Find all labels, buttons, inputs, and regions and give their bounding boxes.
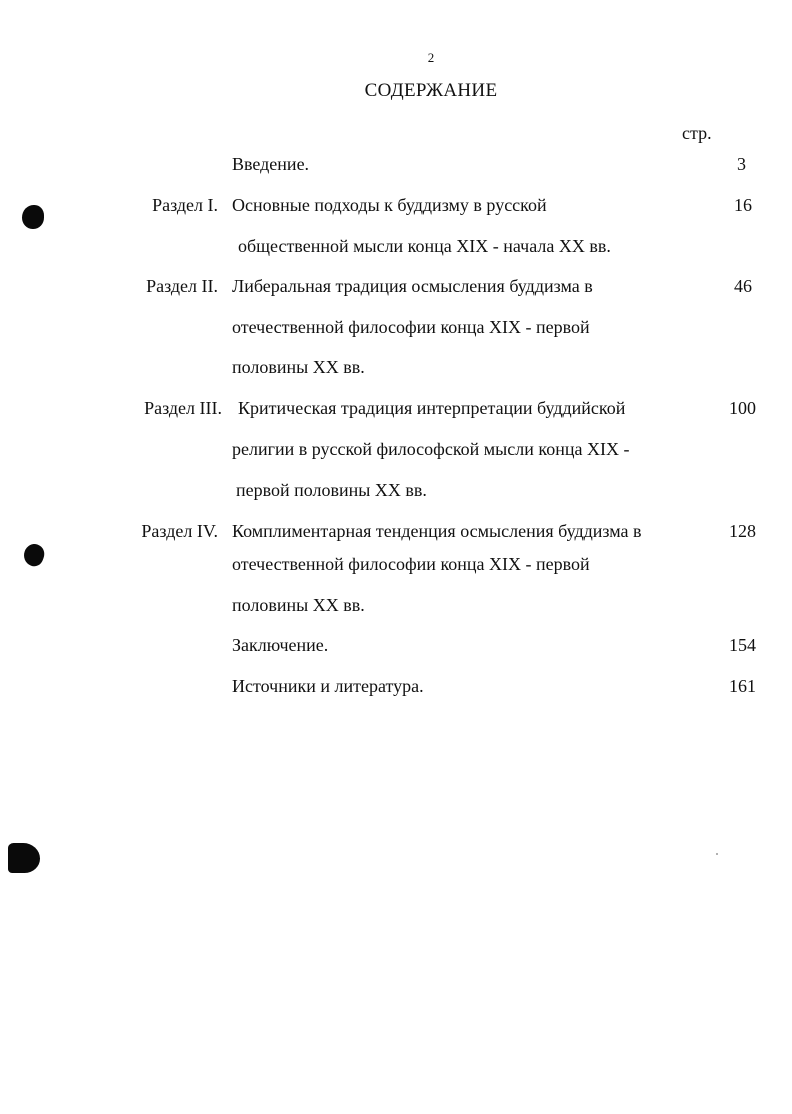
section-1-label: Раздел I.	[152, 195, 218, 215]
page-title: СОДЕРЖАНИЕ	[364, 80, 498, 101]
toc-conclusion-title: Заключение.	[232, 635, 329, 655]
section-3-label: Раздел III.	[144, 398, 222, 418]
section-2-line-1: Либеральная традиция осмысления буддизма в	[232, 276, 593, 296]
section-4-line-1: Комплиментарная тенденция осмысления буддизма в	[232, 521, 642, 541]
section-1-page: 16	[734, 195, 752, 215]
toc-sources-title: Источники и литература.	[232, 676, 424, 696]
section-4-line-2: отечественной философии конца XIX - первой	[232, 554, 590, 574]
section-2-page: 46	[734, 276, 752, 296]
section-2-label: Раздел II.	[146, 276, 218, 296]
section-3-page: 100	[729, 398, 756, 418]
section-2-line-2: отечественной философии конца XIX - первой	[232, 317, 590, 337]
section-4-page: 128	[729, 521, 756, 541]
toc-intro-title: Введение.	[232, 154, 310, 174]
section-1-line-2: общественной мысли конца XIX - начала XX вв.	[238, 236, 611, 256]
toc-conclusion-page: 154	[729, 635, 756, 655]
section-4-label: Раздел IV.	[141, 521, 218, 541]
scan-speck	[716, 853, 718, 855]
section-1-line-1: Основные подходы к буддизму в русской	[232, 195, 547, 215]
punch-hole-mark	[8, 843, 40, 873]
punch-hole-mark	[21, 541, 47, 569]
section-3-line-1: Критическая традиция интерпретации буддийской	[238, 398, 626, 418]
punch-hole-mark	[22, 205, 44, 229]
section-2-line-3: половины XX вв.	[232, 357, 365, 377]
toc-intro-page: 3	[737, 154, 746, 174]
pages-column-header: стр.	[682, 123, 712, 143]
section-3-line-3: первой половины XX вв.	[236, 480, 427, 500]
toc-sources-page: 161	[729, 676, 756, 696]
section-3-line-2: религии в русской философской мысли конца XIX -	[232, 439, 630, 459]
page-number: 2	[427, 50, 435, 65]
section-4-line-3: половины XX вв.	[232, 595, 365, 615]
